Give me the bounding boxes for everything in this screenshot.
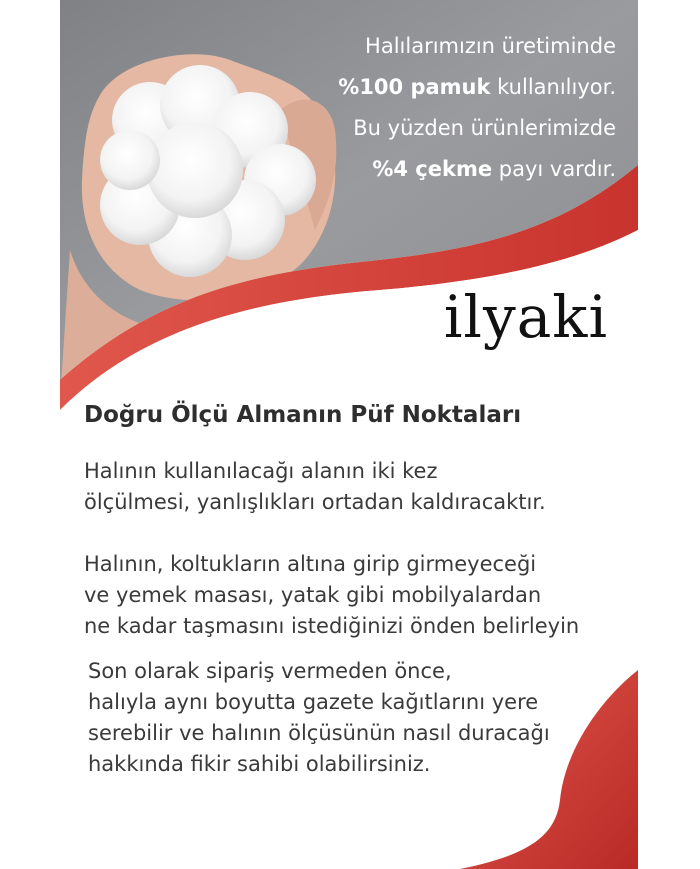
section-title: Doğru Ölçü Almanın Püf Noktaları xyxy=(84,402,522,428)
promo-line-4-bold: %4 çekme xyxy=(372,157,493,181)
tip-3-line-3: serebilir ve halının ölçüsünün nasıl duracağı xyxy=(88,721,550,745)
promo-line-4 xyxy=(338,149,616,190)
tip-2-line-1: Halının, koltukların altına girip girmeyeceği xyxy=(84,552,537,576)
promo-line-1: Halılarımızın üretiminde xyxy=(365,34,616,58)
promo-line-3: Bu yüzden ürünlerimizde xyxy=(353,116,616,140)
tip-1-line-1: Halının kullanılacağı alanın iki kez xyxy=(84,459,438,483)
promo-text xyxy=(338,26,616,190)
promo-line-2-rest: kullanılıyor. xyxy=(490,75,616,99)
tip-3-line-2: halıyla aynı boyutta gazete kağıtlarını yere xyxy=(88,690,539,714)
tip-3-line-4: hakkında fikir sahibi olabilirsiniz. xyxy=(88,752,431,776)
tip-paragraph-3 xyxy=(88,656,550,780)
brand-logo: ilyaki xyxy=(443,283,608,351)
hero-banner xyxy=(60,0,638,410)
promo-line-2 xyxy=(338,67,616,108)
tip-paragraph-1 xyxy=(84,456,546,518)
promo-line-4-rest: payı vardır. xyxy=(492,157,616,181)
tip-3-line-1: Son olarak sipariş vermeden önce, xyxy=(88,659,452,683)
info-card xyxy=(60,0,638,869)
tip-2-line-3: ne kadar taşmasını istediğinizi önden belirleyin xyxy=(84,614,580,638)
tip-paragraph-2 xyxy=(84,549,579,642)
tip-1-line-2: ölçülmesi, yanlışlıkları ortadan kaldıracaktır. xyxy=(84,490,546,514)
promo-line-2-bold: %100 pamuk xyxy=(338,75,491,99)
tip-2-line-2: ve yemek masası, yatak gibi mobilyalardan xyxy=(84,583,542,607)
